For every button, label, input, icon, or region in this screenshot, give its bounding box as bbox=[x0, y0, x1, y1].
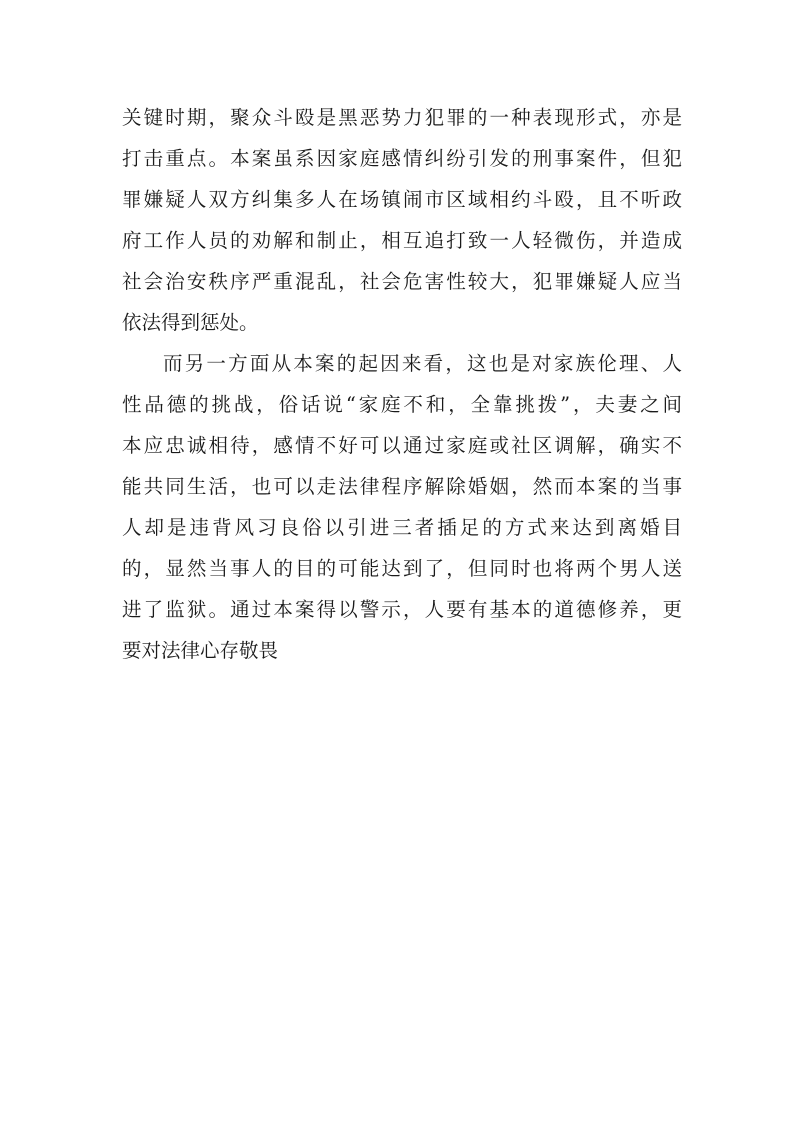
text-line: 罪嫌疑人双方纠集多人在场镇闹市区域相约斗殴，且不听政 bbox=[122, 188, 682, 211]
paragraph-2 bbox=[122, 343, 682, 671]
text-line: 打击重点。本案虽系因家庭感情纠纷引发的刑事案件，但犯 bbox=[122, 147, 682, 170]
text-line: 的，显然当事人的目的可能达到了，但同时也将两个男人送 bbox=[122, 557, 682, 580]
text-line: 能共同生活，也可以走法律程序解除婚姻，然而本案的当事 bbox=[122, 475, 682, 498]
text-line: 性品德的挑战，俗话说“家庭不和，全靠挑拨”，夫妻之间 bbox=[122, 393, 682, 416]
text-line: 社会治安秩序严重混乱，社会危害性较大，犯罪嫌疑人应当 bbox=[122, 270, 682, 293]
text-line: 要对法律心存敬畏 bbox=[122, 639, 279, 662]
body-text bbox=[122, 97, 682, 671]
text-line: 进了监狱。通过本案得以警示，人要有基本的道德修养，更 bbox=[122, 598, 682, 621]
text-line: 关键时期，聚众斗殴是黑恶势力犯罪的一种表现形式，亦是 bbox=[122, 106, 682, 129]
paragraph-1 bbox=[122, 97, 682, 343]
text-line: 人却是违背风习良俗以引进三者插足的方式来达到离婚目 bbox=[122, 516, 682, 539]
text-line: 本应忠诚相待，感情不好可以通过家庭或社区调解，确实不 bbox=[122, 434, 682, 457]
text-line: 而另一方面从本案的起因来看，这也是对家族伦理、人 bbox=[163, 352, 682, 375]
text-line: 府工作人员的劝解和制止，相互追打致一人轻微伤，并造成 bbox=[122, 229, 682, 252]
text-line: 依法得到惩处。 bbox=[122, 311, 259, 334]
